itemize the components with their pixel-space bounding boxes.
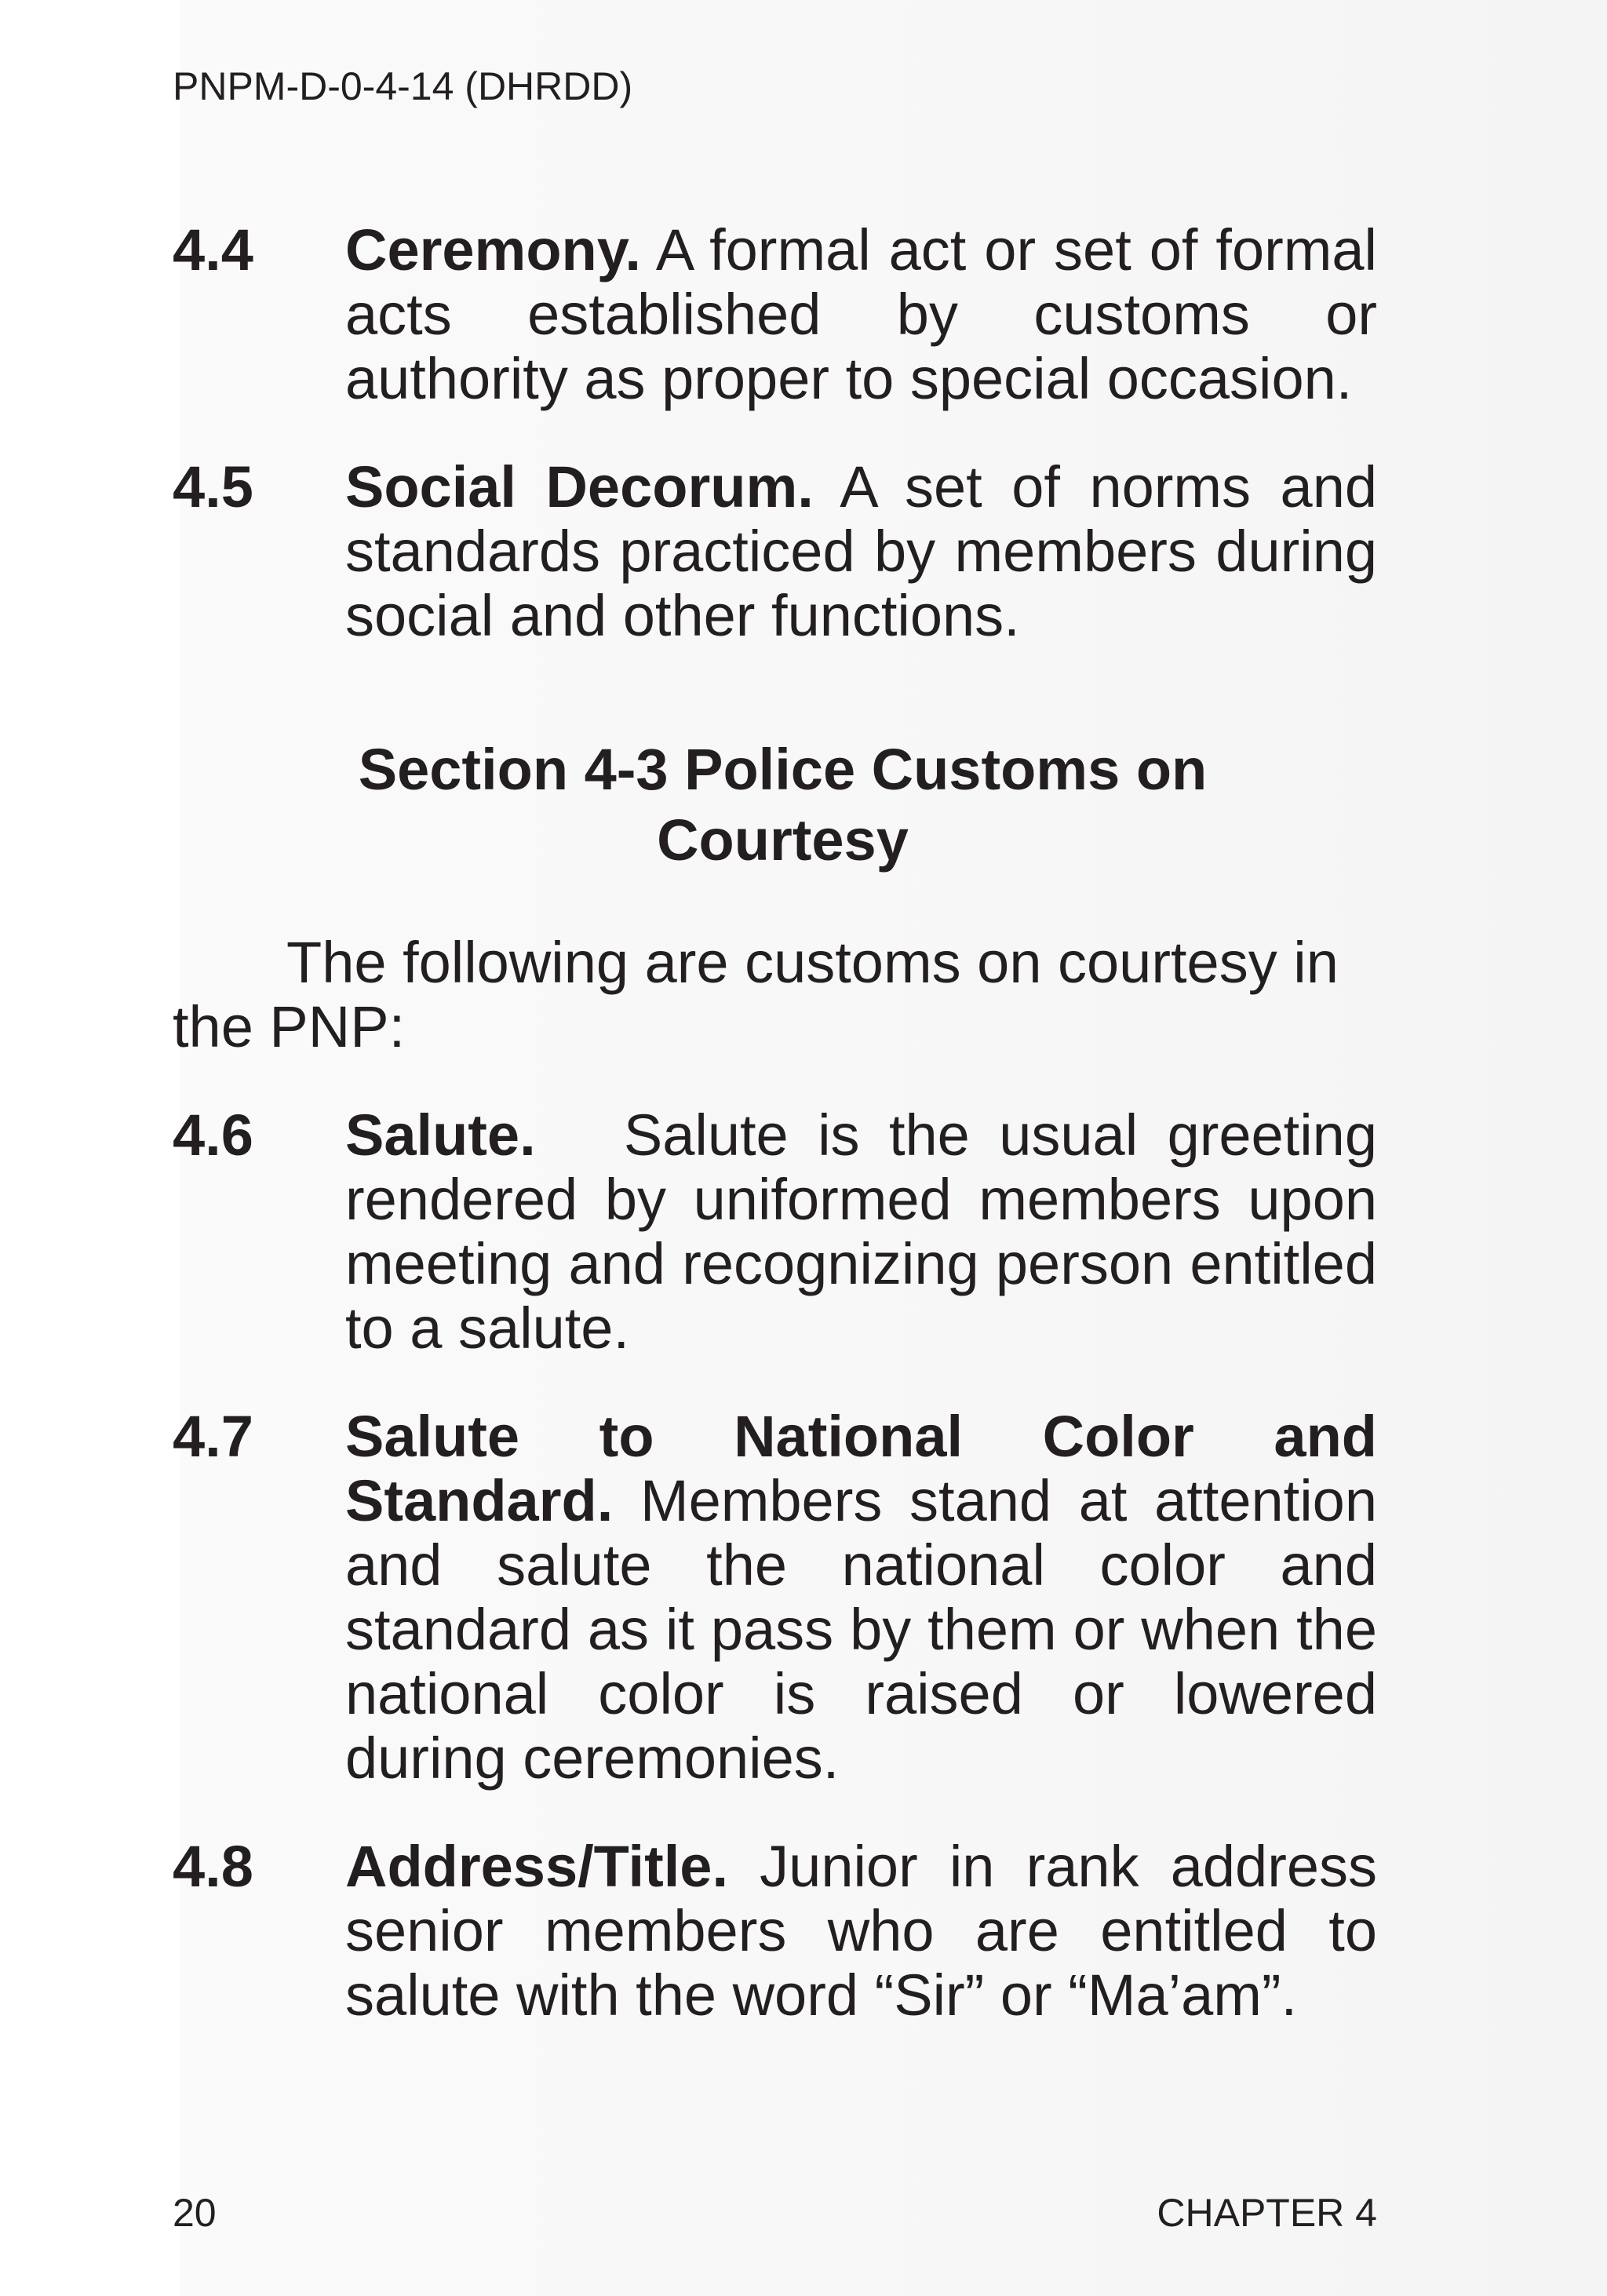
item-4-5 [173,455,1377,648]
item-text: Members stand at attention and salute the national color and standard as it pass by them or when the national color is raised or lowered during ceremonies. [345,1468,1377,1791]
item-body [345,1102,1394,1361]
item-term: Salute. [345,1102,536,1168]
item-4-8 [173,1835,1377,2028]
item-body [345,1405,1377,1791]
item-text: A formal act or set of formal acts established by customs or authority as proper to special occasion. [345,217,1377,411]
item-text: Salute is the usual greeting rendered by uniformed members upon meeting and recognizing person entitled to a salute. [345,1102,1394,1361]
item-number: 4.8 [173,1834,253,1899]
item-number: 4.5 [173,454,253,519]
section-heading-line-2: Courtesy [657,807,909,873]
section-heading [173,734,1377,876]
item-number: 4.4 [173,217,253,282]
chapter-label: CHAPTER 4 [1157,2191,1377,2235]
document-code-header: PNPM-D-0-4-14 (DHRDD) [173,64,633,108]
item-number: 4.6 [173,1102,253,1168]
item-4-4 [173,218,1377,411]
item-term: Social Decorum. [345,454,814,519]
item-4-7 [173,1405,1377,1791]
item-text: A set of norms and standards practiced by members during social and other functions. [345,454,1378,648]
section-intro: The following are customs on courtesy in the PNP: [173,930,1339,1059]
item-4-6 [173,1102,1394,1361]
item-term: Ceremony. [345,217,641,282]
item-body [345,218,1377,411]
item-term: Salute to National Color and Standard. [345,1404,1377,1533]
page-content [173,217,1394,2072]
section-heading-line-1: Section 4-3 Police Customs on [358,737,1208,802]
item-term: Address/Title. [345,1834,729,1899]
item-number: 4.7 [173,1404,253,1469]
item-text: Junior in rank address senior members who are entitled to salute with the word “Sir” or “Ma’am”. [345,1834,1377,2028]
item-body [345,455,1377,648]
item-body [345,1835,1377,2028]
page-number: 20 [173,2191,217,2235]
